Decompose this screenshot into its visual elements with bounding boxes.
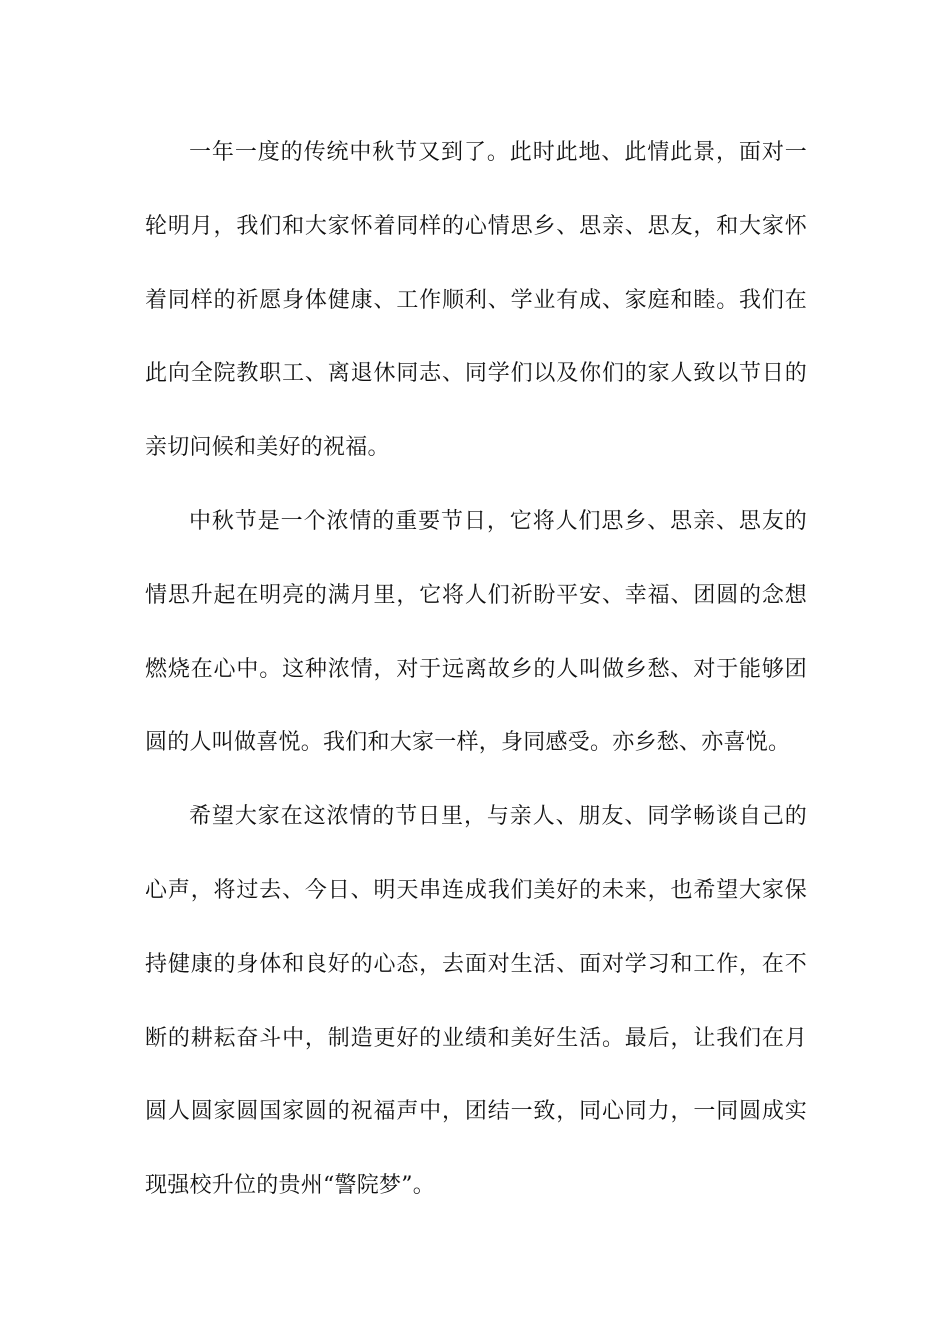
document-body <box>145 116 807 1223</box>
paragraph-festival-meaning: 中秋节是一个浓情的重要节日，它将人们思乡、思亲、思友的情思升起在明亮的满月里，它将人们祈盼平安、幸福、团圆的念想燃烧在心中。这种浓情，对于远离故乡的人叫做乡愁、对于能够团圆的人叫做喜悦。我们和大家一样，身同感受。亦乡愁、亦喜悦。 <box>145 508 807 756</box>
paragraph-greeting: 一年一度的传统中秋节又到了。此时此地、此情此景，面对一轮明月，我们和大家怀着同样的心情思乡、思亲、思友，和大家怀着同样的祈愿身体健康、工作顺利、学业有成、家庭和睦。我们在此向全院教职工、离退休同志、同学们以及你们的家人致以节日的亲切问候和美好的祝福。 <box>145 140 807 461</box>
paragraph-wishes: 希望大家在这浓情的节日里，与亲人、朋友、同学畅谈自己的心声，将过去、今日、明天串连成我们美好的未来，也希望大家保持健康的身体和良好的心态，去面对生活、面对学习和工作，在不断的耕耘奋斗中，制造更好的业绩和美好生活。最后，让我们在月圆人圆家圆国家圆的祝福声中，团结一致，同心同力，一同圆成实现强校升位的贵州“警院梦”。 <box>145 804 807 1199</box>
